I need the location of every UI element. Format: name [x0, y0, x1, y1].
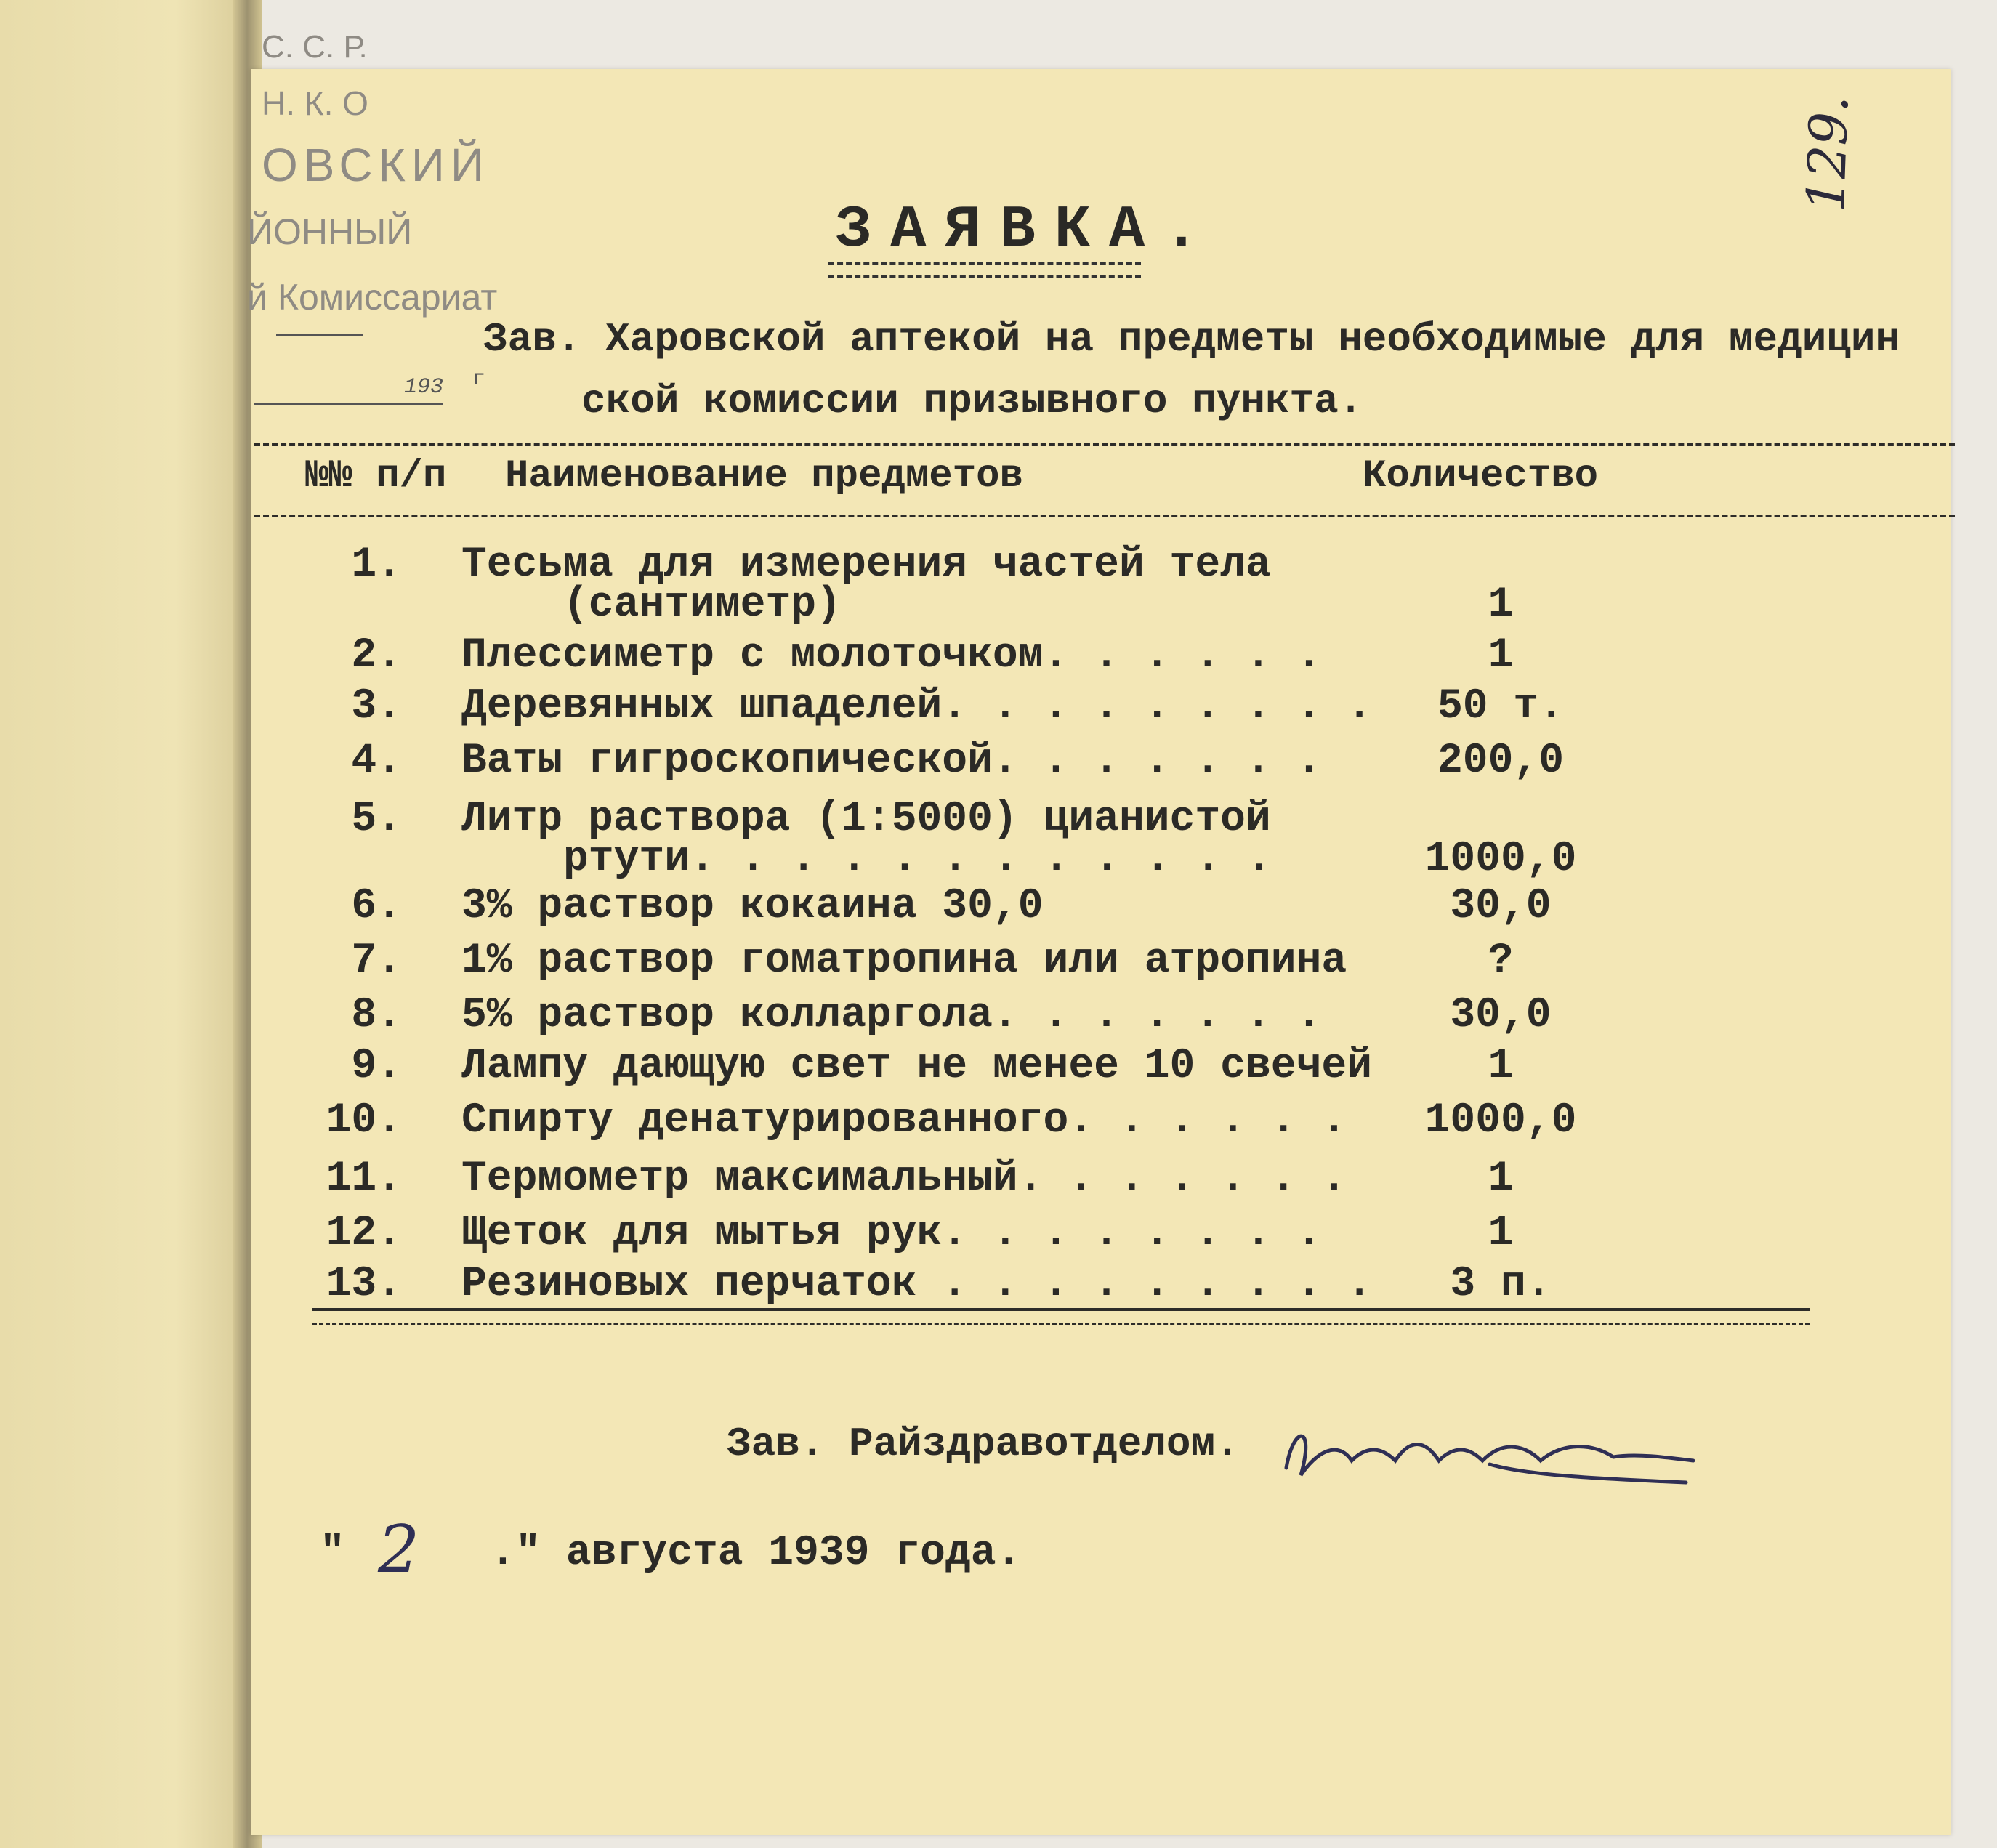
date-line: [320, 1530, 1021, 1577]
registration-stamp: [247, 29, 498, 363]
row-item: Ваты гигроскопической. . . . . . .: [461, 738, 1322, 785]
stamp-date-year: 193: [403, 375, 443, 400]
row-quantity: 1000,0: [1424, 836, 1577, 883]
row-quantity: 30,0: [1450, 883, 1552, 930]
row-item: Термометр максимальный. . . . . . .: [461, 1155, 1347, 1203]
row-quantity: 1: [1488, 1210, 1514, 1257]
row-item: Деревянных шпаделей. . . . . . . . .: [461, 683, 1373, 730]
stamp-date-line: [254, 375, 443, 405]
stamp-line-1: Н. К. О: [262, 84, 368, 122]
row-quantity: 1: [1488, 1155, 1514, 1203]
row-number: 12.: [326, 1210, 402, 1257]
stamp-line-3: ЙОННЫЙ: [247, 211, 413, 252]
stamp-line-2: ОВСКИЙ: [262, 139, 490, 191]
row-number: 7.: [351, 937, 402, 985]
row-quantity: 1: [1488, 632, 1514, 679]
row-quantity: 3 п.: [1450, 1261, 1552, 1308]
column-header-name: Наименование предметов: [505, 454, 1023, 499]
row-number: 4.: [351, 738, 402, 785]
row-item: 1% раствор гоматропина или атропина: [461, 937, 1347, 985]
stamp-line-0: С. С. Р.: [262, 29, 368, 65]
row-number: 1.: [351, 541, 402, 589]
row-number: 9.: [351, 1043, 402, 1090]
row-number: 3.: [351, 683, 402, 730]
row-item-continuation: (сантиметр): [563, 581, 842, 629]
row-number: 13.: [326, 1261, 402, 1308]
row-number: 8.: [351, 992, 402, 1039]
row-number: 11.: [326, 1155, 402, 1203]
page-number: 129.: [1795, 94, 1860, 213]
signature-icon: [1272, 1410, 1708, 1504]
heading-line-1: Зав. Харовской аптекой на предметы необходимые для медицин: [483, 316, 1900, 363]
row-item: Плессиметр с молоточком. . . . . .: [461, 632, 1322, 679]
row-number: 5.: [351, 796, 402, 843]
row-item: Литр раствора (1:5000) цианистой: [461, 796, 1271, 843]
row-quantity: 50 т.: [1437, 683, 1565, 730]
heading-line-2: ской комиссии призывного пункта.: [581, 378, 1363, 424]
row-item: 3% раствор кокаина 30,0: [461, 883, 1044, 930]
row-quantity: 30,0: [1450, 992, 1552, 1039]
row-number: 2.: [351, 632, 402, 679]
table-top-rule: [254, 443, 1955, 446]
stamp-line-4: й Комиссариат: [247, 277, 498, 318]
column-header-number: №№ п/п: [305, 454, 447, 499]
row-quantity: 1: [1488, 581, 1514, 629]
row-item: Спирту денатурированного. . . . . .: [461, 1097, 1347, 1145]
column-header-quantity: Количество: [1363, 454, 1599, 499]
row-item: Резиновых перчаток . . . . . . . . .: [461, 1261, 1373, 1308]
document-title: ЗАЯВКА.: [836, 196, 1219, 264]
row-item: Лампу дающую свет не менее 10 свечей: [461, 1043, 1373, 1090]
date-rest: ." августа 1939 года.: [490, 1530, 1022, 1577]
row-quantity: 200,0: [1437, 738, 1565, 785]
date-open-quote: ": [320, 1530, 345, 1577]
row-item: Тесьма для измерения частей тела: [461, 541, 1271, 589]
stamp-dash: [276, 334, 363, 336]
row-item: Щеток для мытья рук. . . . . . . .: [461, 1210, 1322, 1257]
stamp-date-suffix: г: [472, 367, 486, 392]
row-quantity: 1: [1488, 1043, 1514, 1090]
left-page: [0, 0, 251, 1848]
header-bottom-rule: [254, 515, 1955, 517]
table-bottom-rule: [312, 1308, 1810, 1311]
row-quantity: 1000,0: [1424, 1097, 1577, 1145]
signoff-label: Зав. Райздравотделом.: [727, 1421, 1240, 1467]
row-item: 5% раствор колларгола. . . . . . .: [461, 992, 1322, 1039]
date-day-handwritten: 2: [378, 1512, 420, 1588]
row-quantity: ?: [1488, 937, 1514, 985]
table-bottom-rule-dashed: [312, 1323, 1810, 1325]
row-number: 10.: [326, 1097, 402, 1145]
row-item-continuation: ртути. . . . . . . . . . . .: [563, 836, 1272, 883]
row-number: 6.: [351, 883, 402, 930]
title-underline: [828, 262, 1141, 278]
